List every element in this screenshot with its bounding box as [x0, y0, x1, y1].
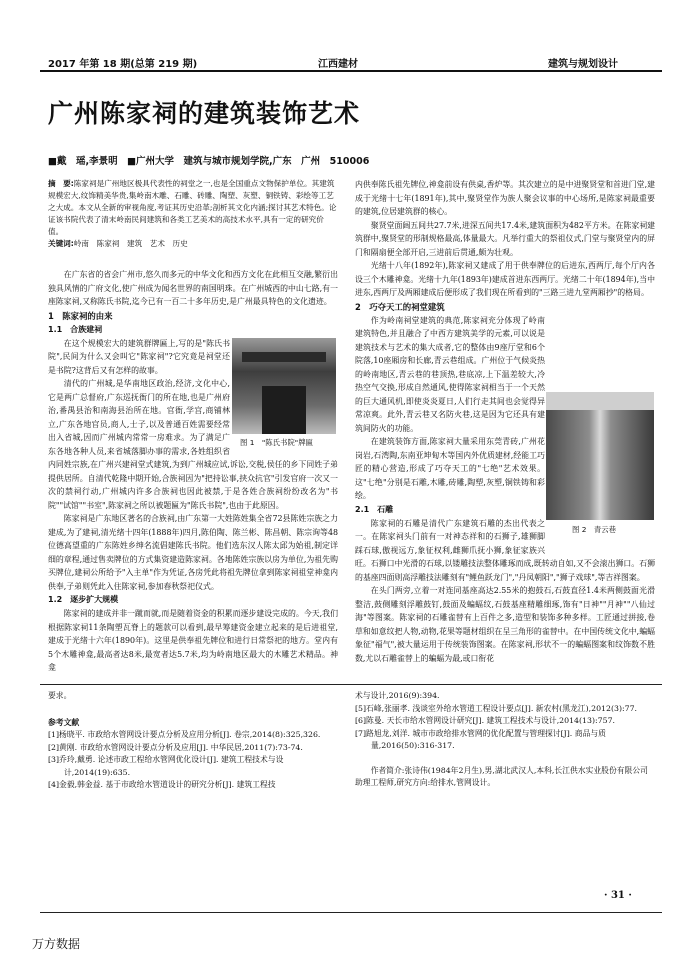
paragraph-1-1a: 在这个规模宏大的建筑群牌匾上,写的是"陈氏书院",民间为什么又会叫它"陈家祠"?它究竟是祠堂还是书院?这背后又有怎样的故事。 — [48, 338, 230, 375]
ref-item: [1]杨晓平. 市政给水管网设计要点分析及应用分析[J]. 卷宗,2014(8):325,326. — [48, 730, 321, 739]
author-bio: 作者简介:张诗伟(1984年2月生),男,湖北武汉人,本科,长江供水实业股份有限公司助理工程师,研究方向:给排水,管网设计。 — [355, 765, 648, 787]
refs-left — [48, 690, 338, 890]
figure1-doorway — [262, 386, 306, 434]
figure2-sky — [546, 392, 654, 410]
keywords-line — [48, 238, 338, 250]
intro-paragraph: 在广东省的省会广州市,悠久而多元的中华文化和西方文化在此相互交融,繁衍出独具风情的广府文化,使广州成为闻名世界的南国明珠。在广州城西的中山七路,有一座陈家祠,又称陈氏书院,迄今已有一百二十多年历史,是广州最具特色的文化遗迹。 — [48, 270, 338, 306]
paragraph-r4: 作为岭南祠堂建筑的典范,陈家祠充分体现了岭南建筑特色,并且融合了中西方建筑美学的元素,可以说是建筑技术与艺术的集大成者,它的整体由9座厅堂和6个院落,10座厢房和长廊,青云巷组成。广州位于气候炎热的岭南地区,青云巷的巷顶热,巷底凉,上下温差较大,冷热空气交换,形成自然通风,使得陈家祠相当于一个天然的巨大通风机,即使炎炎夏日,人们行走其间也会觉得异常凉爽。此外,青云巷又名防火巷,这是因为它还具有建筑间防火的功能。 — [355, 315, 545, 433]
paragraph-r3: 光绪十八年(1892年),陈家祠又建成了用于供奉牌位的后进东,西两厅,每个厅内各设三个木雕神龛。光绪十九年(1893年)建成首进东西两厅。光绪二十年(1894年),当中进东,西两厅及两厢建成后便形成了我们现在所看到的"三路三进九堂两厢抄"的格局。 — [355, 261, 655, 297]
figure1-caption: 图 1 "陈氏书院"牌匾 — [240, 438, 313, 447]
keywords-text: 岭南 陈家祠 建筑 艺术 历史 — [73, 239, 188, 248]
section-label: 建筑与规划设计 — [548, 59, 618, 70]
ref-item: [7]路旭龙,刘洋. 城市市政给排水管网的优化配置与管理探讨[J]. 商品与质量,2016(50):316-317. — [355, 728, 606, 750]
issue-label: 2017 年第 18 期(总第 219 期) — [48, 59, 198, 70]
abstract-block — [48, 178, 338, 250]
figure2-image — [546, 392, 654, 520]
ref-item: [6]陈曼. 天长市给水管网设计研究[J]. 建筑工程技术与设计,2014(13):757. — [355, 716, 616, 725]
paragraph-r7: 在头门两旁,立着一对连同基座高达2.55米的抱鼓石,石鼓直径1.4米两侧鼓面光滑整洁,鼓侧雕刻浮雕鼓钉,鼓面及蝙蝠纹,石鼓基座精雕细琢,饰有"日神""月神""八仙过海"等图案。陈家祠的石雕雀替有上百件之多,造型和装饰多种多样。工匠通过拼接,卷草和如意纹把人物,动物,花果等题材组织在呈三角形的雀替中。在中国传统文化中,蝙蝠象征"福气",被大量运用于传统装饰图案。在陈家祠,形状不一的蝙蝠图案和纹饰数不胜数,尤以石雕雀替上的蝙蝠为最,或口衔花 — [355, 586, 655, 663]
refs-right — [355, 690, 655, 880]
ref-item: [5]石峰,张丽孝. 浅谈室外给水管道工程设计要点[J]. 新农村(黑龙江),2012(3):77. — [355, 703, 638, 713]
paragraph-r6: 陈家祠的石雕是清代广东建筑石雕的杰出代表之一。在陈家祠头门前有一对神态祥和的石狮子,雄狮脚踩石球,傲视远方,象征权利,雌狮爪抚小狮,象征家族兴旺。石狮口中光滑的石球,以镂雕技法整体雕琢而成,既转动自如,又不会滚出狮口。石狮的基座四面则高浮雕技法雕刻有"鲤鱼跃龙门","丹凤朝阳","狮子戏球",等吉祥图案。 — [355, 518, 655, 582]
abstract-paragraph — [48, 178, 338, 238]
paragraph-r5: 在建筑装饰方面,陈家祠大量采用东莞青砖,广州花岗岩,石湾陶,东南亚坤甸木等国内外优质建材,经能工巧匠的精心营造,形成了巧夺天工的"七绝"艺术效果。这"七绝"分别是石雕,木雕,砖雕,陶塑,灰塑,铜铁铸和彩绘。 — [355, 437, 545, 500]
watermark-label: 万方数据 — [32, 937, 81, 951]
paragraph-1-2: 陈家祠的建成并非一蹴而就,而是随着资金的积累而逐步建设完成的。今天,我们根据陈家祠11条陶塑瓦脊上的题款可以看到,最早筹建资金建立起来的是后进祖堂,建成于光绪十六年(1890年)。这里是供奉祖先牌位和进行日常祭祀的地方。堂内有5个木雕神龛,最高者达8米,最宽者达5.7米,均为岭南地区最大的木雕艺术精品。神龛 — [48, 609, 338, 672]
keywords-label: 关键词: — [48, 239, 74, 248]
page-number: · 31 · — [604, 890, 632, 901]
body-separator — [40, 684, 662, 685]
ref-item: [2]黄刚. 市政给水管网设计要点分析及应用[J]. 中华民居,2011(7):73-74. — [48, 742, 303, 752]
figure1-plaque — [242, 352, 326, 362]
ref-item: 术与设计,2016(9):394. — [355, 691, 440, 700]
paragraph-r1: 内供奉陈氏祖先牌位,神龛前设有供桌,香炉等。其次建立的是中进聚贤堂和首进门堂,建成于光绪十七年(1891年),其中,聚贤堂作为族人聚会议事的中心场所,是陈家祠最重要的建筑,位居建筑群的核心。 — [355, 180, 655, 216]
abstract-label: 摘 要: — [48, 179, 74, 188]
heading-1-1: 1.1 合族建祠 — [48, 324, 103, 334]
left-column — [48, 268, 338, 685]
heading-1: 1 陈家祠的由来 — [48, 310, 113, 321]
ref-item: [3]乔玲,戴勇. 论述市政工程给水管网优化设计[J]. 建筑工程技术与设计,2014(19):635. — [48, 755, 284, 777]
figure1-image — [232, 338, 336, 434]
header-rule — [40, 70, 662, 72]
paragraph-1-1c: 陈家祠是广东地区著名的合族祠,由广东第一大姓陈姓集全省72县陈姓宗族之力建成,为了建祠,清光绪十四年(1888年)四月,陈伯陶、陈兰彬、陈昌朝、陈宗询等48位德高望重的广东陈姓乡绅名流倡建陈氏书院。他们选东汉人陈太邱为始祖,制定详细的章程,通过售卖牌位的方式集资建造陈家祠。各地陈姓宗族以房为单位,为祖先购买牌位,建祠公所给予"入主单"作为凭证,各房凭此将祖先牌位拿到陈家祠祖堂神龛内供奉,子弟则凭此入住陈家祠,参加春秋祭祀仪式。 — [48, 514, 338, 591]
article-title: 广州陈家祠的建筑装饰艺术 — [48, 99, 361, 128]
footer-rule — [40, 912, 662, 913]
heading-2: 2 巧夺天工的祠堂建筑 — [355, 301, 445, 312]
refs-title: 参考文献 — [48, 717, 80, 727]
figure2-caption: 图 2 青云巷 — [572, 525, 617, 534]
refs-tail: 要求。 — [48, 691, 72, 700]
journal-name: 江西建材 — [318, 59, 358, 70]
heading-2-1: 2.1 石雕 — [355, 504, 394, 514]
abstract-text: 陈家祠是广州地区极具代表性的祠堂之一,也是全国重点文物保护单位。其建筑规模宏大,纹饰精美华贵,集岭南木雕、石雕、砖雕、陶塑、灰塑、铜铁铸、彩绘等工艺之大成。本文从全新的审视角度,考证其历史沿革;剖析其文化内涵;探讨其艺术特色。论证该书院代表了清末岭南民间建筑和各类工艺美术的高技术水平,具有一定的研究价值。 — [48, 179, 337, 236]
ref-item: [4]金毅,韩金益. 基于市政给水管道设计的研究分析[J]. 建筑工程技 — [48, 780, 276, 789]
article-authors: ■戴 瑶,李景明 ■广州大学 建筑与城市规划学院,广东 广州 510006 — [48, 156, 370, 167]
paragraph-1-1b: 清代的广州城,是华南地区政治,经济,文化中心,它是两广总督府,广东巡抚衙门的所在地,也是广州府治,番禺县治和南海县治所在地。官衙,学宫,商铺林立,广东各地官员,商人,士子,以及普通百姓需要经常出入省城,因而广州城内常常一房难求。为了满足广东各地各种人员,来省城落脚办事的需求,各姓组织省内同姓宗族,在广州兴建祠堂式建筑,为到广州城应试,诉讼,交税,侯任的乡下同姓子弟提供居所。自清代乾隆中期开始,合族祠因为"把持讼事,挟众抗官"引发官府一次又一次的禁祠行动,广州城内许多合族祠也因此被禁,于是各姓合族祠纷纷改名为"书院""试馆""书室",陈家祠之所以被题匾为"陈氏书院",也由于此原因。 — [48, 379, 338, 510]
heading-1-2: 1.2 逐步扩大规模 — [48, 595, 119, 604]
paragraph-r2: 聚贤堂面阔五间共27.7米,进深五间共17.4米,建筑面积为482平方米。在陈家祠建筑群中,聚贤堂的形制规格最高,体量最大。凡举行重大的祭祖仪式,门堂与聚贤堂内的屏门和隔扇便全部开启,三进前后贯通,颇为壮观。 — [355, 220, 655, 257]
